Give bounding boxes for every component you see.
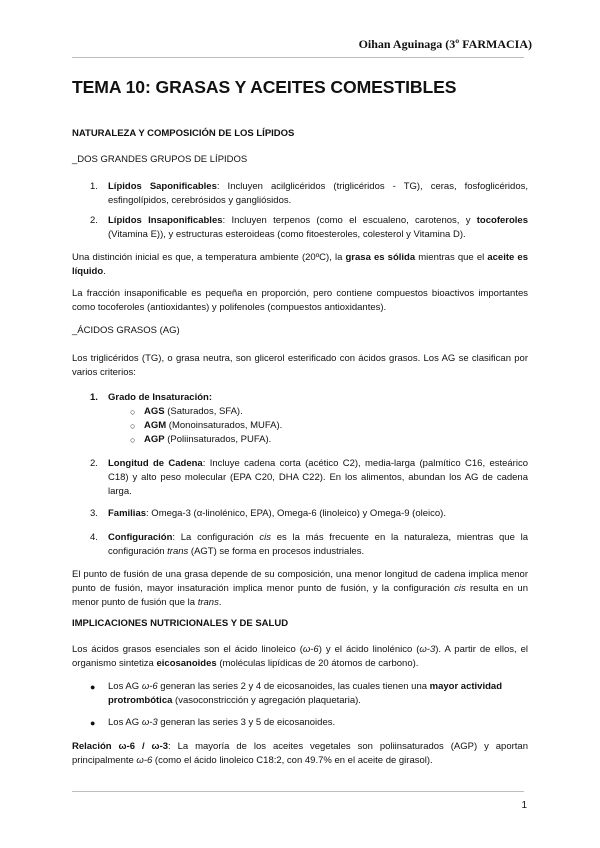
sub-item-agm — [130, 419, 528, 433]
paragraph-relacion — [72, 740, 528, 768]
section-heading-naturaleza: NATURALEZA Y COMPOSICIÓN DE LOS LÍPIDOS — [72, 128, 295, 139]
footer-rule — [72, 791, 524, 792]
bullet-omega6 — [90, 680, 528, 708]
list-number: 1. — [90, 181, 98, 192]
text: (vasoconstricción y agregación plaquetaria). — [172, 695, 361, 706]
paragraph-trigliceridos: Los triglicéridos (TG), o grasa neutra, son glicerol esterificado con ácidos grasos. Los AG se clasifican por varios criterios: — [72, 353, 528, 378]
page-title: TEMA 10: GRASAS Y ACEITES COMESTIBLES — [72, 77, 457, 97]
term-saponificables: Lípidos Saponificables — [108, 181, 217, 192]
paragraph-punto-fusion — [72, 568, 528, 610]
italic-omega: ω-6 — [136, 755, 153, 766]
bold-text: grasa es sólida — [345, 252, 416, 263]
text: ). A partir de ellos, el organismo sintetiza — [72, 644, 528, 669]
text: Una distinción inicial es que, a temperatura ambiente (20ºC), la — [72, 252, 346, 263]
text: El punto de fusión de una grasa depende de su composición, una menor longitud de cadena implica menor punto de fusión, mayor insaturación implica menor punto de fusión, y la configuración — [72, 569, 528, 594]
circle-bullet-icon: ○ — [130, 421, 136, 431]
bold-text: eicosanoides — [156, 658, 217, 669]
list-item-saponificables — [90, 180, 529, 208]
italic-omega: ω-6 — [302, 644, 319, 655]
item-text: (Monoinsaturados, MUFA). — [166, 420, 283, 431]
list-number: 2. — [90, 458, 98, 469]
text: Los ácidos grasos esenciales son el ácido linoleico ( — [72, 644, 303, 655]
text: : La mayoría de los aceites vegetales son poliinsaturados (AGP) y aportan principalmente — [72, 741, 528, 766]
item-text: : La configuración — [172, 532, 260, 543]
item-text: es la más frecuente en la naturaleza, mientras que la configuración — [108, 532, 529, 557]
list-item-configuracion — [90, 531, 529, 559]
text: generan las series 3 y 5 de eicosanoides. — [157, 717, 336, 728]
list-number: 1. — [90, 392, 98, 403]
bold-text: mayor actividad protrombótica — [108, 681, 502, 706]
item-text: : Incluyen terpenos (como el escualeno, carotenos, y — [222, 215, 477, 226]
sub-item-ags — [130, 405, 528, 419]
section-heading-implicaciones: IMPLICACIONES NUTRICIONALES Y DE SALUD — [72, 618, 289, 629]
term-longitud: Longitud de Cadena — [108, 458, 203, 469]
list-number: 4. — [90, 532, 98, 543]
paragraph-grasa-aceite — [72, 251, 528, 279]
circle-bullet-icon: ○ — [130, 435, 136, 445]
list-item-longitud — [90, 457, 528, 499]
italic-omega: ω-6 — [141, 681, 158, 692]
item-text: (Vitamina E)), y estructuras esteroideas (como fitoesteroles, colesterol y Vitamina D). — [108, 229, 466, 240]
list-number: 3. — [90, 508, 98, 519]
term-configuracion: Configuración — [108, 532, 173, 543]
term-familias: Familias — [108, 508, 147, 519]
item-text: : Incluye cadena corta (acético C2), media-larga (palmítico C16, esteárico C18) y alto peso molecular (EPA C20, DHA C22). En los alimentos, abundan los AG de cadena larga. — [108, 458, 528, 497]
italic-omega: ω-3 — [141, 717, 158, 728]
circle-bullet-icon: ○ — [130, 407, 136, 417]
list-item-insaturacion — [90, 391, 528, 405]
sub-item-agp — [130, 433, 528, 447]
term-agp: AGP — [144, 434, 165, 445]
page-number: 1 — [521, 800, 527, 811]
term-agm: AGM — [144, 420, 167, 431]
italic-trans: trans — [197, 597, 219, 608]
italic-omega: ω-3 — [419, 644, 436, 655]
list-number: 2. — [90, 215, 98, 226]
item-text: (AGT) se forma en procesos industriales. — [188, 546, 365, 557]
header-author: Oihan Aguinaga (3º FARMACIA) — [358, 37, 532, 51]
item-text: : Omega-3 (α-linolénico, EPA), Omega-6 (linoleico) y Omega-9 (oleico). — [146, 508, 446, 519]
text: generan las series 2 y 4 de eicosanoides, las cuales tienen una — [157, 681, 430, 692]
text: Los AG — [108, 717, 142, 728]
item-text: (Saturados, SFA). — [164, 406, 243, 417]
italic-cis: cis — [454, 583, 466, 594]
subheading-grupos: _DOS GRANDES GRUPOS DE LÍPIDOS — [72, 154, 248, 165]
bullet-icon: ● — [90, 718, 96, 728]
term-ags: AGS — [144, 406, 165, 417]
italic-cis: cis — [259, 532, 271, 543]
text: resulta en un menor punto de fusión que la — [72, 583, 528, 608]
text: ) y el ácido linolénico ( — [318, 644, 420, 655]
text: mientras que el — [415, 252, 488, 263]
item-text: (Poliinsaturados, PUFA). — [164, 434, 272, 445]
bullet-omega3 — [90, 716, 528, 730]
text: . — [103, 266, 106, 277]
list-item-familias — [90, 507, 528, 521]
text: . — [218, 597, 222, 608]
header-rule — [72, 57, 524, 58]
bold-text: aceite es líquido — [72, 252, 528, 277]
italic-trans: trans — [167, 546, 189, 557]
subheading-acidos-grasos: _ÁCIDOS GRASOS (AG) — [72, 325, 180, 336]
text: Los AG — [108, 681, 142, 692]
term-tocoferoles: tocoferoles — [476, 215, 528, 226]
term-insaponificables: Lípidos Insaponificables — [108, 215, 223, 226]
paragraph-esenciales — [72, 643, 528, 671]
list-item-insaponificables — [90, 214, 528, 242]
text: (moléculas lipídicas de 20 átomos de carbono). — [216, 658, 419, 669]
bold-text: Relación ω-6 / ω-3 — [72, 741, 169, 752]
text: (como el ácido linoleico C18:2, con 49.7% en el aceite de girasol). — [152, 755, 433, 766]
paragraph-insaponificable: La fracción insaponificable es pequeña en proporción, pero contiene compuestos bioactivos importantes como tocoferoles (antioxidantes) y polifenoles (compuestos antioxidantes). — [72, 288, 528, 313]
bullet-icon: ● — [90, 682, 96, 692]
item-text: : Incluyen acilglicéridos (triglicéridos - TG), ceras, fosfoglicéridos, esfingolípidos, cerebrósidos y gangliósidos. — [108, 181, 529, 206]
term-insaturacion: Grado de Insaturación: — [108, 392, 212, 403]
